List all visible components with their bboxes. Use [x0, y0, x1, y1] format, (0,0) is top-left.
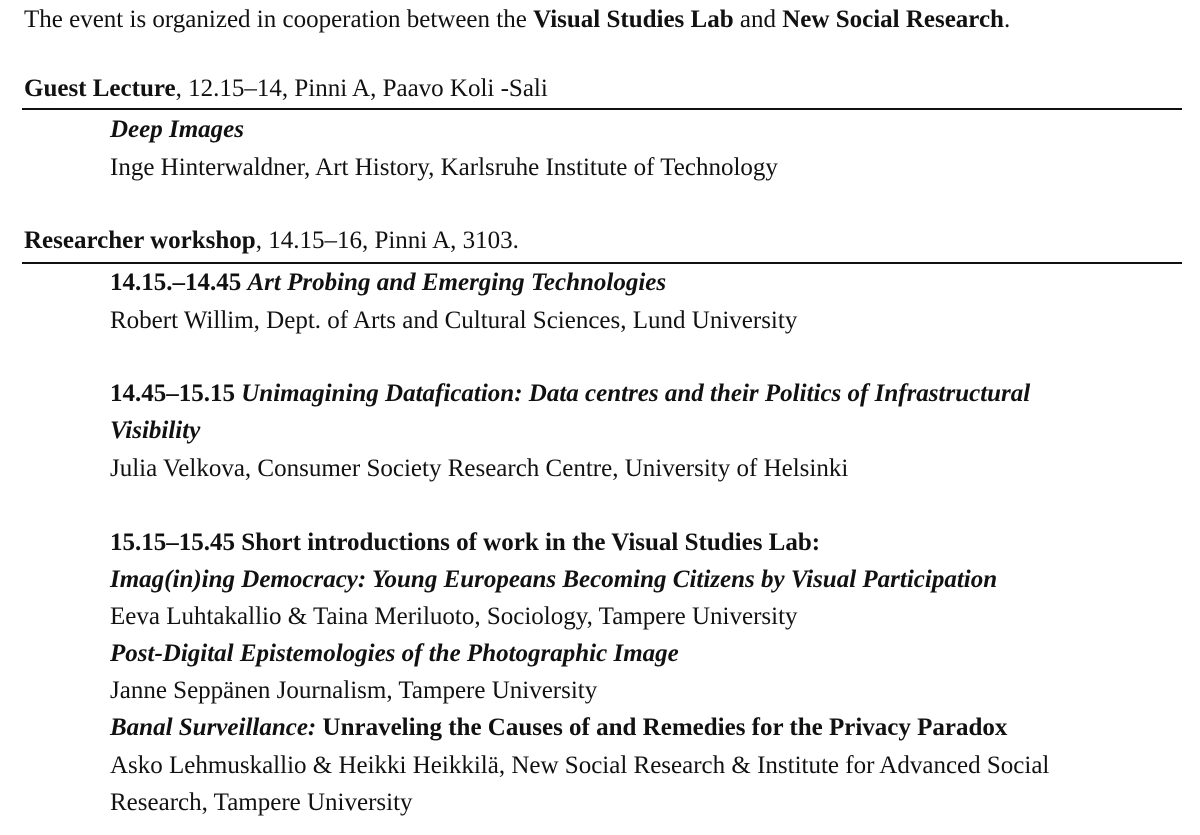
lab-item-2-title: Post-Digital Epistemologies of the Photographic Image: [110, 640, 679, 667]
intro-middle: and: [733, 6, 783, 33]
intro-suffix: .: [1003, 6, 1011, 33]
lab-item-3-title-rest: Unraveling the Causes of and Remedies for the Privacy Paradox: [316, 714, 1008, 741]
intro-org-visual-studies-lab: Visual Studies Lab: [533, 6, 734, 33]
session-2-speaker: Julia Velkova, Consumer Society Research Centre, University of Helsinki: [110, 455, 849, 482]
workshop-heading: Researcher workshop: [24, 227, 256, 254]
session-1-speaker: Robert Willim, Dept. of Arts and Cultural Sciences, Lund University: [110, 307, 798, 334]
intro-prefix: The event is organized in cooperation between the: [24, 6, 534, 33]
guest-lecture-divider: [22, 108, 1182, 110]
lab-item-2-speaker: Janne Seppänen Journalism, Tampere University: [110, 677, 598, 704]
session-2-title-line-2: Visibility: [110, 417, 201, 444]
lab-item-3-speaker-line-2: Research, Tampere University: [110, 789, 413, 816]
session-1-title: Art Probing and Emerging Technologies: [247, 269, 667, 296]
intro-org-new-social-research: New Social Research: [782, 6, 1004, 33]
session-2-title-line-1: Unimagining Datafication: Data centres and their Politics of Infrastructural: [241, 380, 1031, 407]
session-1-time: 14.15.–14.45: [110, 269, 248, 296]
workshop-divider: [22, 262, 1182, 264]
guest-lecture-details: , 12.15–14, Pinni A, Paavo Koli -Sali: [175, 75, 548, 102]
lab-item-3-speaker-line-1: Asko Lehmuskallio & Heikki Heikkilä, New Social Research & Institute for Advanced Social: [110, 752, 1050, 779]
guest-lecture-header: [24, 71, 548, 107]
intro-paragraph: [24, 2, 1010, 38]
guest-lecture-heading: Guest Lecture: [24, 75, 176, 102]
guest-lecture-speaker: Inge Hinterwaldner, Art History, Karlsruhe Institute of Technology: [110, 154, 778, 181]
lab-item-3-title-italic: Banal Surveillance:: [110, 714, 317, 741]
workshop-details: , 14.15–16, Pinni A, 3103.: [255, 227, 519, 254]
session-3-heading: 15.15–15.45 Short introductions of work in the Visual Studies Lab:: [110, 529, 821, 556]
lab-item-1-title: Imag(in)ing Democracy: Young Europeans Becoming Citizens by Visual Participation: [110, 566, 998, 593]
session-2-time: 14.45–15.15: [110, 380, 242, 407]
guest-lecture-title: Deep Images: [110, 116, 244, 143]
workshop-header: [24, 223, 519, 259]
lab-item-3-title: [110, 710, 1007, 746]
session-2-heading: [110, 376, 1030, 412]
session-1-heading: [110, 265, 666, 301]
lab-item-1-speaker: Eeva Luhtakallio & Taina Meriluoto, Sociology, Tampere University: [110, 603, 798, 630]
